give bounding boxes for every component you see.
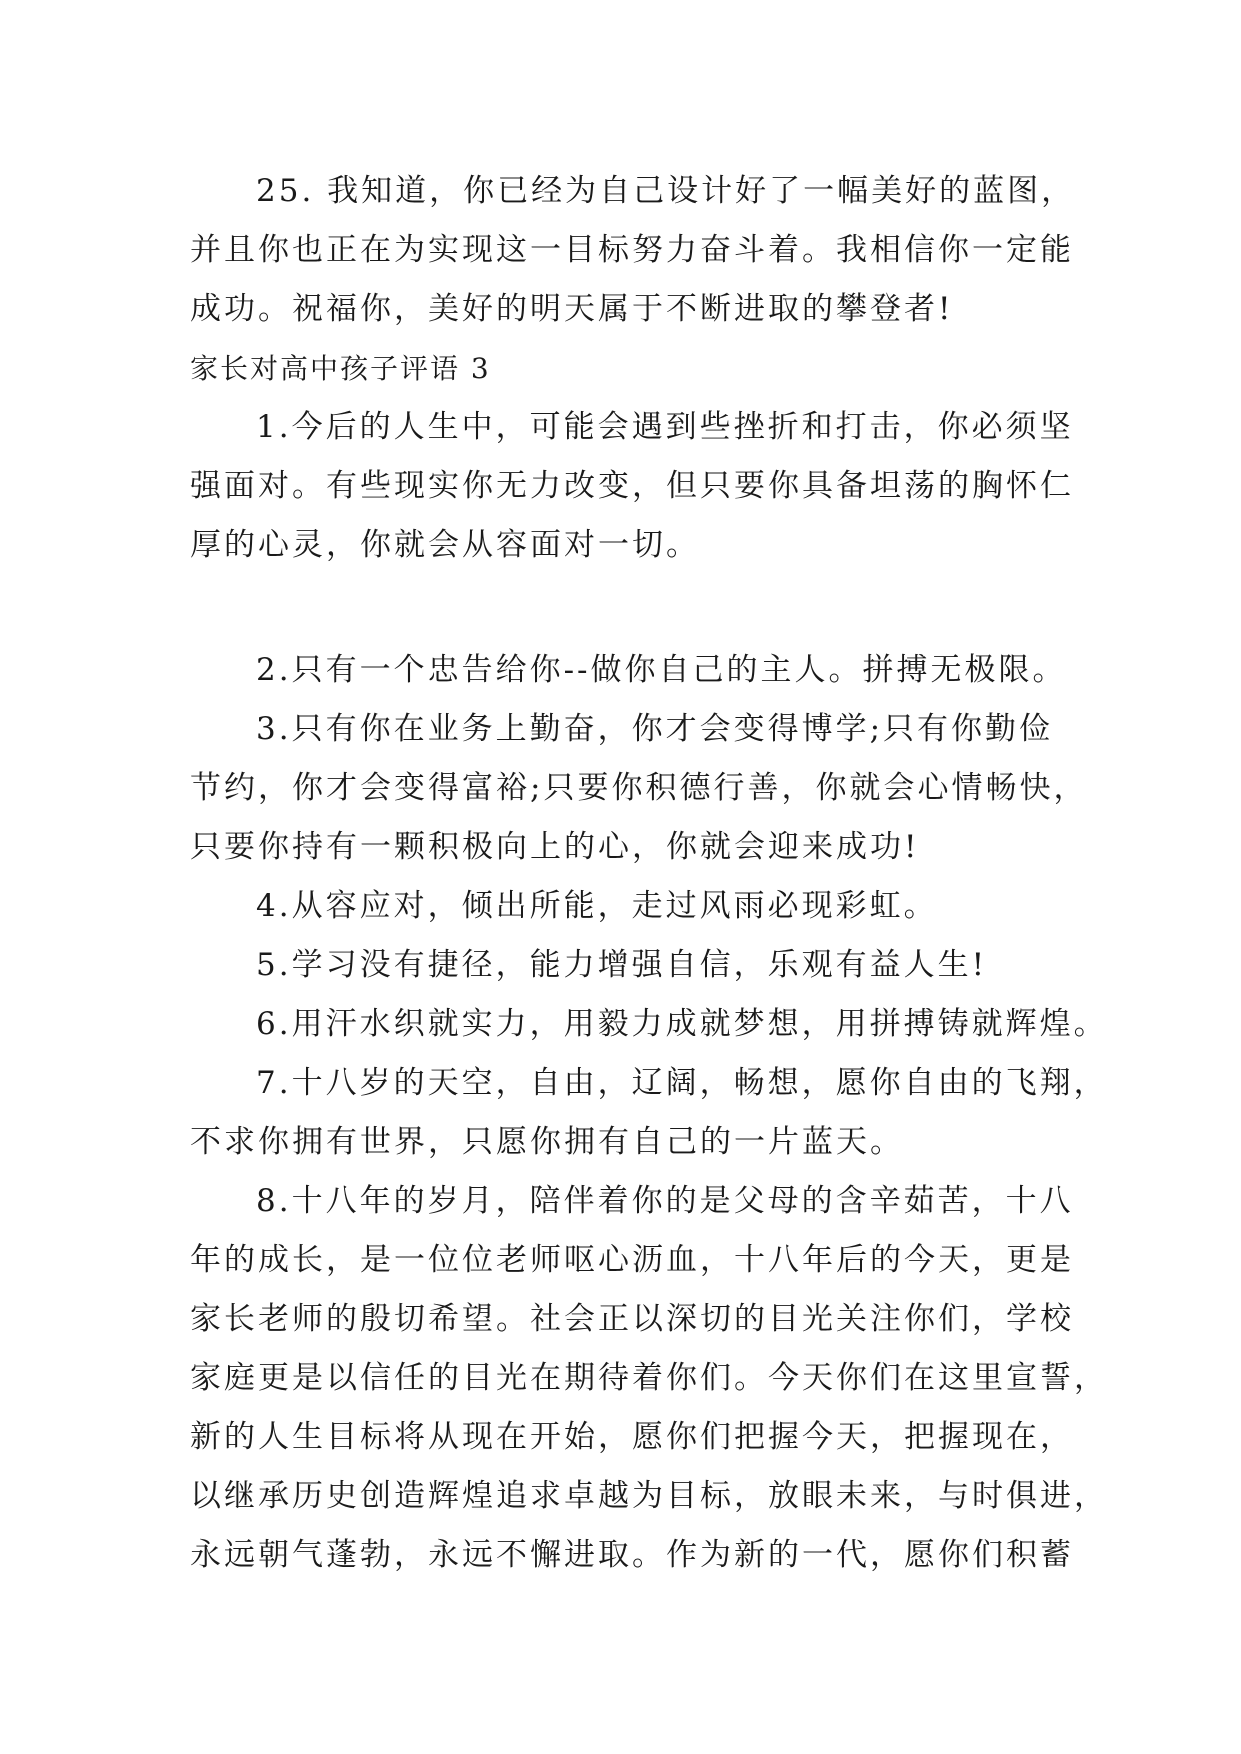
paragraph-line: 8.十八年的岁月，陪伴着你的是父母的含辛茹苦，十八 <box>256 1183 1074 1219</box>
paragraph <box>190 877 1070 936</box>
paragraph-line: 强面对。有些现实你无力改变，但只要你具备坦荡的胸怀仁 <box>190 468 1074 504</box>
paragraph <box>190 995 1108 1054</box>
paragraph-line: 永远朝气蓬勃，永远不懈进取。作为新的一代，愿你们积蓄 <box>190 1537 1074 1573</box>
paragraph-line: 并且你也正在为实现这一目标努力奋斗着。我相信你一定能 <box>190 232 1074 268</box>
paragraph-line: 厚的心灵，你就会从容面对一切。 <box>190 527 700 563</box>
paragraph-line: 3.只有你在业务上勤奋，你才会变得博学;只有你勤俭 <box>256 711 1054 747</box>
paragraph-line: 1.今后的人生中，可能会遇到些挫折和打击，你必须坚 <box>256 409 1074 445</box>
paragraph-line: 7.十八岁的天空，自由，辽阔，畅想，愿你自由的飞翔， <box>256 1065 1108 1101</box>
paragraph-line: 家庭更是以信任的目光在期待着你们。今天你们在这里宣誓， <box>190 1360 1108 1396</box>
paragraph-line: 节约，你才会变得富裕;只要你积德行善，你就会心情畅快， <box>190 770 1088 806</box>
paragraph <box>190 641 1070 700</box>
paragraph <box>190 1054 1108 1172</box>
paragraph <box>190 1172 1108 1585</box>
section-heading <box>190 339 1070 398</box>
paragraph-line: 不求你拥有世界，只愿你拥有自己的一片蓝天。 <box>190 1124 904 1160</box>
paragraph-line: 新的人生目标将从现在开始，愿你们把握今天，把握现在， <box>190 1419 1074 1455</box>
paragraph <box>190 936 1070 995</box>
paragraph <box>190 162 1076 339</box>
paragraph-line: 成功。祝福你，美好的明天属于不断进取的攀登者! <box>190 291 954 327</box>
paragraph-line: 以继承历史创造辉煌追求卓越为目标，放眼未来，与时俱进， <box>190 1478 1108 1514</box>
document-body <box>190 162 1108 1585</box>
paragraph <box>190 398 1074 575</box>
paragraph-line: 只要你持有一颗积极向上的心，你就会迎来成功! <box>190 829 920 865</box>
paragraph-line: 6.用汗水织就实力，用毅力成就梦想，用拼搏铸就辉煌。 <box>256 1006 1108 1042</box>
paragraph-spacer <box>190 575 1070 641</box>
paragraph-line: 4.从容应对，倾出所能，走过风雨必现彩虹。 <box>256 888 938 924</box>
paragraph-line: 年的成长，是一位位老师呕心沥血，十八年后的今天，更是 <box>190 1242 1074 1278</box>
paragraph-line: 5.学习没有捷径，能力增强自信，乐观有益人生! <box>256 947 988 983</box>
heading-text: 家长对高中孩子评语 3 <box>190 352 491 385</box>
paragraph-line: 家长老师的殷切希望。社会正以深切的目光关注你们，学校 <box>190 1301 1074 1337</box>
paragraph <box>190 700 1088 877</box>
paragraph-line: 2.只有一个忠告给你--做你自己的主人。拼搏无极限。 <box>256 652 1067 688</box>
paragraph-line: 25. 我知道，你已经为自己设计好了一幅美好的蓝图， <box>256 173 1076 209</box>
